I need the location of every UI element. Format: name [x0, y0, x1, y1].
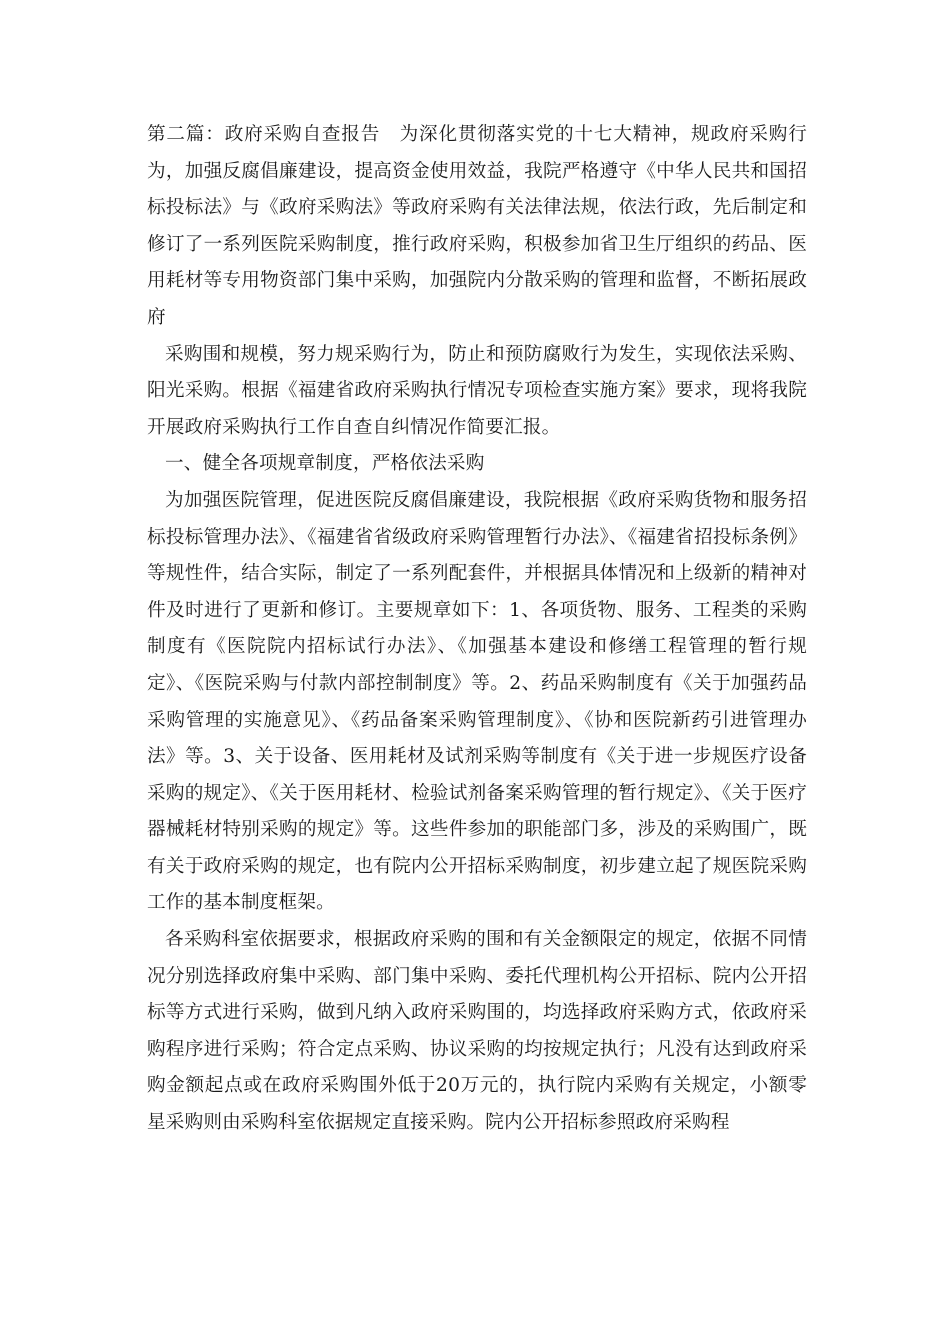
- paragraph-regulations: 为加强医院管理，促进医院反腐倡廉建设，我院根据《政府采购货物和服务招标投标管理办法》、《福建省省级政府采购管理暂行办法》、《福建省招投标条例》等规性件，结合实际，制定了一系列配套件，并根据具体情况和上级新的精神对件及时进行了更新和修订。主要规章如下：1、各项货物、服务、工程类的采购制度有《医院院内招标试行办法》、《加强基本建设和修缮工程管理的暂行规定》、《医院采购与付款内部控制制度》等。2、药品采购制度有《关于加强药品采购管理的实施意见》、《药品备案采购管理制度》、《协和医院新药引进管理办法》等。3、关于设备、医用耗材及试剂采购等制度有《关于进一步规医疗设备采购的规定》、《关于医用耗材、检验试剂备案采购管理的暂行规定》、《关于医疗器械耗材特别采购的规定》等。这些件参加的职能部门多，涉及的采购围广，既有关于政府采购的规定，也有院内公开招标采购制度，初步建立起了规医院采购工作的基本制度框架。: [147, 489, 807, 914]
- paragraph-scope: 采购围和规模，努力规采购行为，防止和预防腐败行为发生，实现依法采购、阳光采购。根据《福建省政府采购执行情况专项检查实施方案》要求，现将我院开展政府采购执行工作自查自纠情况作简要汇报。: [147, 343, 807, 438]
- document-body: [147, 117, 807, 1142]
- paragraph-procurement-methods: 各采购科室依据要求，根据政府采购的围和有关金额限定的规定，依据不同情况分别选择政府集中采购、部门集中采购、委托代理机构公开招标、院内公开招标等方式进行采购，做到凡纳入政府采购围的，均选择政府采购方式，依政府采购程序进行采购；符合定点采购、协议采购的均按规定执行；凡没有达到政府采购金额起点或在政府采购围外低于20万元的，执行院内采购有关规定，小额零星采购则由采购科室依据规定直接采购。院内公开招标参照政府采购程: [147, 929, 807, 1134]
- section-heading: 一、健全各项规章制度，严格依法采购: [165, 453, 485, 475]
- paragraph-intro: 第二篇：政府采购自查报告 为深化贯彻落实党的十七大精神，规政府采购行为，加强反腐倡廉建设，提高资金使用效益，我院严格遵守《中华人民共和国招标投标法》与《政府采购法》等政府采购有关法律法规，依法行政，先后制定和修订了一系列医院采购制度，推行政府采购，积极参加省卫生厅组织的药品、医用耗材等专用物资部门集中采购，加强院内分散采购的管理和监督，不断拓展政府: [147, 124, 807, 328]
